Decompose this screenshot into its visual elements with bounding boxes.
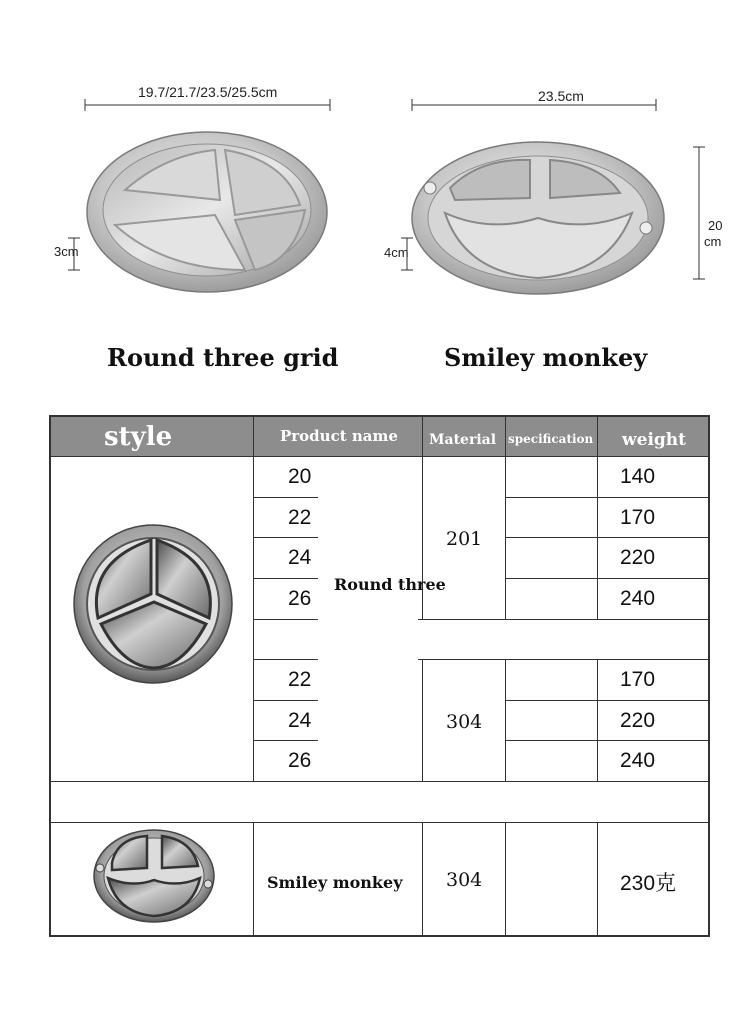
round-plate-image: [85, 130, 335, 300]
round-material-304: 304: [446, 711, 483, 733]
monkey-weight: 230克: [620, 872, 677, 895]
header-style: style: [104, 422, 173, 452]
monkey-width-dimension-line: [0, 95, 750, 125]
row-line-201-end-a: [253, 619, 318, 620]
col-line-4c: [597, 822, 598, 936]
round-height-dimension-line: [64, 236, 84, 276]
round-304-weight-2: 220: [620, 709, 656, 732]
header-specification: specification: [508, 432, 594, 446]
row-line-201-3b: [505, 578, 709, 579]
monkey-height-dimension-line: [397, 236, 417, 276]
round-304-size-3: 26: [288, 749, 312, 772]
row-line-201-2a: [253, 537, 318, 538]
header-bottom-line: [50, 456, 709, 457]
round-width-label: 19.7/21.7/23.5/25.5cm: [138, 84, 278, 100]
round-201-weight-2: 170: [620, 506, 656, 529]
monkey-width-label: 23.5cm: [538, 88, 584, 104]
row-line-304-2a: [253, 740, 318, 741]
round-201-size-4: 26: [288, 587, 312, 610]
col-line-4a: [597, 416, 598, 620]
round-201-size-2: 22: [288, 506, 312, 529]
header-product-name: Product name: [280, 427, 398, 445]
table-round-plate-image: [73, 522, 238, 687]
monkey-material: 304: [446, 869, 483, 891]
round-height-label: 3cm: [54, 244, 79, 259]
table-monkey-plate-image: [92, 828, 222, 928]
round-304-size-1: 22: [288, 668, 312, 691]
row-line-304-2b: [505, 740, 709, 741]
table-border-left: [49, 415, 51, 937]
row-line-304-start-a: [253, 659, 318, 660]
monkey-depth-dimension-line: [689, 145, 709, 285]
monkey-depth-label-1: 20: [708, 218, 723, 233]
col-line-3b: [505, 659, 506, 782]
round-title: Round three grid: [107, 343, 339, 372]
header-weight: weight: [622, 430, 687, 450]
col-line-4b: [597, 659, 598, 782]
table-border-top: [50, 415, 710, 417]
monkey-height-label: 4cm: [384, 245, 409, 260]
col-line-1b: [253, 822, 254, 936]
round-201-weight-4: 240: [620, 587, 656, 610]
row-line-304-1a: [253, 700, 318, 701]
row-line-round-end: [50, 781, 709, 782]
round-304-size-2: 24: [288, 709, 312, 732]
row-line-201-3a: [253, 578, 318, 579]
col-line-2c: [422, 822, 423, 936]
round-201-weight-1: 140: [620, 465, 656, 488]
monkey-plate-image: [410, 138, 670, 298]
round-product-name: Round three: [334, 575, 446, 594]
table-border-right: [708, 415, 710, 937]
round-201-size-1: 20: [288, 465, 312, 488]
row-line-201-1a: [253, 497, 318, 498]
round-201-weight-3: 220: [620, 546, 656, 569]
round-304-weight-3: 240: [620, 749, 656, 772]
row-line-201-1b: [505, 497, 709, 498]
row-line-304-start-b: [418, 659, 709, 660]
col-line-2b: [422, 659, 423, 782]
monkey-title: Smiley monkey: [444, 343, 648, 372]
round-304-weight-1: 170: [620, 668, 656, 691]
monkey-depth-label-2: cm: [704, 234, 722, 249]
header-material: Material: [429, 432, 497, 448]
monkey-product-name: Smiley monkey: [267, 873, 403, 892]
col-line-1: [253, 416, 254, 782]
row-line-201-2b: [505, 537, 709, 538]
row-line-monkey-start: [50, 822, 709, 823]
round-material-201: 201: [446, 528, 483, 550]
table-border-bottom: [49, 935, 710, 937]
row-line-201-end-b: [418, 619, 709, 620]
col-line-3c: [505, 822, 506, 936]
col-line-3a: [505, 416, 506, 620]
round-201-size-3: 24: [288, 546, 312, 569]
row-line-304-1b: [505, 700, 709, 701]
